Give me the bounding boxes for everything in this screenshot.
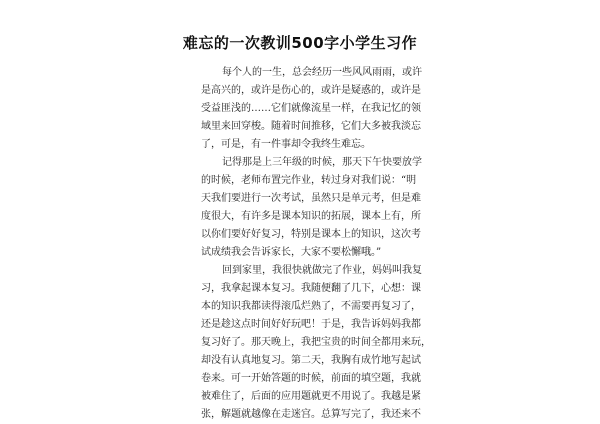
paragraph bbox=[201, 154, 422, 262]
paragraph-line: 回到家里，我很快就做完了作业，妈妈叫我复 bbox=[222, 265, 422, 276]
paragraph bbox=[201, 262, 431, 424]
document-title: 难忘的一次教训500字小学生习作 bbox=[182, 34, 418, 52]
paragraph-line: 习，我拿起课本复习。我随便翻了几下，心想：课 bbox=[201, 283, 421, 294]
paragraph bbox=[201, 64, 422, 154]
paragraph-line: 本的知识我都读得滚瓜烂熟了，不需要再复习了， bbox=[201, 301, 421, 312]
paragraph-line: 域里来回穿梭。随着时间推移，它们大多被我淡忘 bbox=[201, 121, 421, 132]
paragraph-line: 天我们要进行一次考试，虽然只是单元考，但是难 bbox=[201, 193, 421, 204]
paragraph-line: 复习好了。那天晚上，我把宝贵的时间全都用来玩， bbox=[201, 337, 431, 348]
document-body bbox=[201, 64, 431, 424]
paragraph-line: 的时候，老师布置完作业，转过身对我们说：“明 bbox=[201, 175, 417, 186]
paragraph-line: 受益匪浅的……它们就像流星一样，在我记忆的领 bbox=[201, 103, 421, 114]
paragraph-line: 试成绩我会告诉家长，大家不要松懈哦。” bbox=[201, 247, 382, 258]
paragraph-line: 张，解题就越像在走迷宫。总算写完了，我还来不 bbox=[201, 409, 421, 420]
paragraph-line: 了，可是，有一件事却令我终生难忘。 bbox=[201, 139, 371, 150]
paragraph-line: 是高兴的，或许是伤心的，或许是疑惑的，或许是 bbox=[201, 85, 421, 96]
paragraph-line: 每个人的一生，总会经历一些风风雨雨，或许 bbox=[222, 67, 422, 78]
paragraph-line: 被难住了，后面的应用题就更不用说了。我越是紧 bbox=[201, 391, 421, 402]
paragraph-line: 却没有认真地复习。第二天，我胸有成竹地写起试 bbox=[201, 355, 421, 366]
paragraph-line: 还是趁这点时间好好玩吧！于是，我告诉妈妈我都 bbox=[201, 319, 421, 330]
paragraph-line: 度很大，有许多是课本知识的拓展，课本上有，所 bbox=[201, 211, 421, 222]
paragraph-line: 以你们要好好复习，特别是课本上的知识，这次考 bbox=[201, 229, 421, 240]
paragraph-line: 卷来。可一开始答题的时候，前面的填空题，我就 bbox=[201, 373, 421, 384]
paragraph-line: 记得那是上三年级的时候，那天下午快要放学 bbox=[222, 157, 422, 168]
